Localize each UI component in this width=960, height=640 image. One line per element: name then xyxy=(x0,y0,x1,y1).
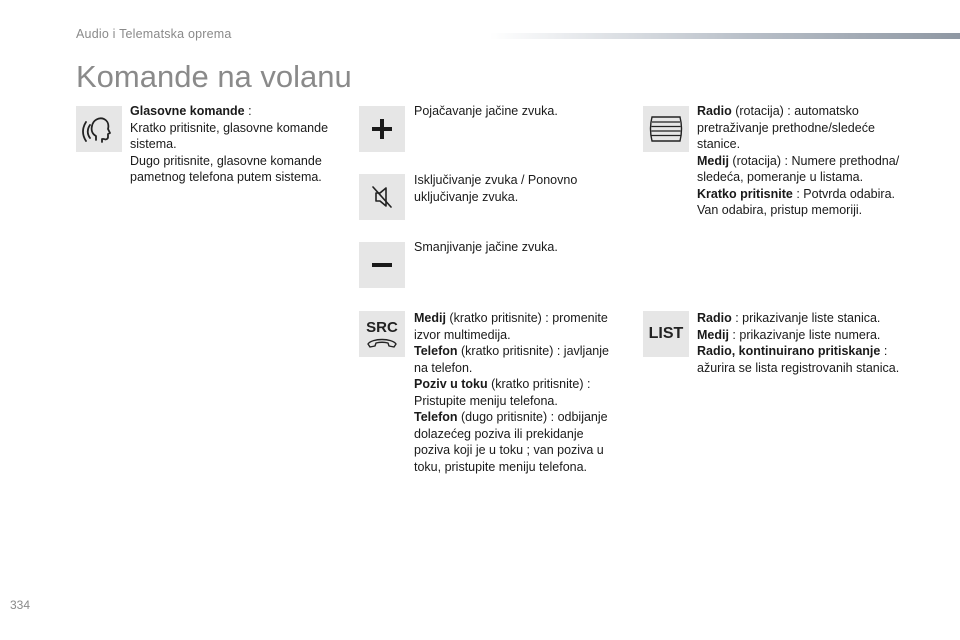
list-description xyxy=(697,310,907,376)
description-term: Radio xyxy=(697,311,732,325)
description-line xyxy=(130,120,335,153)
minus-icon xyxy=(359,242,405,288)
description-term: Glasovne komande xyxy=(130,104,245,118)
section-header: Audio i Telematska oprema xyxy=(76,27,232,41)
description-line xyxy=(697,153,912,186)
thumbwheel-icon xyxy=(643,106,689,152)
description-term: Medij xyxy=(697,153,729,168)
description-line xyxy=(414,376,610,409)
list-icon-label: LIST xyxy=(648,325,684,342)
description-text: : ažurira se lista registrovanih stanica. xyxy=(697,344,900,375)
description-term: Radio xyxy=(697,104,732,118)
header-rule xyxy=(490,33,960,39)
description-text: Kratko pritisnite, glasovne komande sistema. xyxy=(130,120,329,151)
description-term: Kratko pritisnite xyxy=(697,186,793,201)
description-term: Telefon xyxy=(414,344,458,358)
list-icon xyxy=(643,311,689,357)
description-term: Medij xyxy=(697,327,729,342)
plus-icon xyxy=(359,106,405,152)
description-term: Poziv u toku xyxy=(414,377,488,391)
description-line xyxy=(130,153,335,186)
voice-command-description xyxy=(130,103,335,186)
description-text: : prikazivanje liste stanica. xyxy=(731,311,881,325)
src-icon-label: SRC xyxy=(366,319,398,336)
description-text: (kratko pritisnite) : promenite izvor multimedija. xyxy=(414,311,608,342)
thumbwheel-description xyxy=(697,103,912,219)
voice-command-icon xyxy=(76,106,122,152)
mute-icon xyxy=(359,174,405,220)
description-text: Dugo pritisnite, glasovne komande pametnog telefona putem sistema. xyxy=(130,153,322,184)
description-line xyxy=(697,186,912,219)
description-line xyxy=(697,343,907,376)
description-line xyxy=(130,103,335,120)
description-text: (dugo pritisnite) : odbijanje dolazećeg poziva ili prekidanje poziva koji je u toku ; van poziva u toku, pristupite meniju telefona. xyxy=(414,410,608,474)
description-text: : prikazivanje liste numera. xyxy=(728,327,881,342)
src-description xyxy=(414,310,610,475)
description-text: (rotacija) : Numere prethodna/ sledeća, pomeranje u listama. xyxy=(697,153,900,184)
description-term: Telefon xyxy=(414,410,458,424)
description-term: Medij xyxy=(414,311,446,325)
page-title: Komande na volanu xyxy=(76,59,352,94)
description-line xyxy=(697,310,907,327)
mute-description: Isključivanje zvuka / Ponovno uključivanje zvuka. xyxy=(414,173,578,204)
volume-up-description: Pojačavanje jačine zvuka. xyxy=(414,104,558,118)
description-text: : xyxy=(244,104,252,118)
description-text: (rotacija) : automatsko pretraživanje prethodne/sledeće stanice. xyxy=(697,104,875,151)
description-text: : Potvrda odabira. Van odabira, pristup memoriji. xyxy=(697,186,896,217)
description-line xyxy=(414,310,610,343)
description-line xyxy=(697,103,912,153)
description-term: Radio, kontinuirano pritiskanje xyxy=(697,344,881,358)
description-line xyxy=(414,343,610,376)
description-text: (kratko pritisnite) : Pristupite meniju telefona. xyxy=(414,377,591,408)
src-phone-icon xyxy=(359,311,405,357)
page-number: 334 xyxy=(10,598,31,612)
description-line xyxy=(697,327,907,344)
volume-down-description: Smanjivanje jačine zvuka. xyxy=(414,240,558,254)
description-text: (kratko pritisnite) : javljanje na telefon. xyxy=(414,344,609,375)
description-line xyxy=(414,409,610,475)
